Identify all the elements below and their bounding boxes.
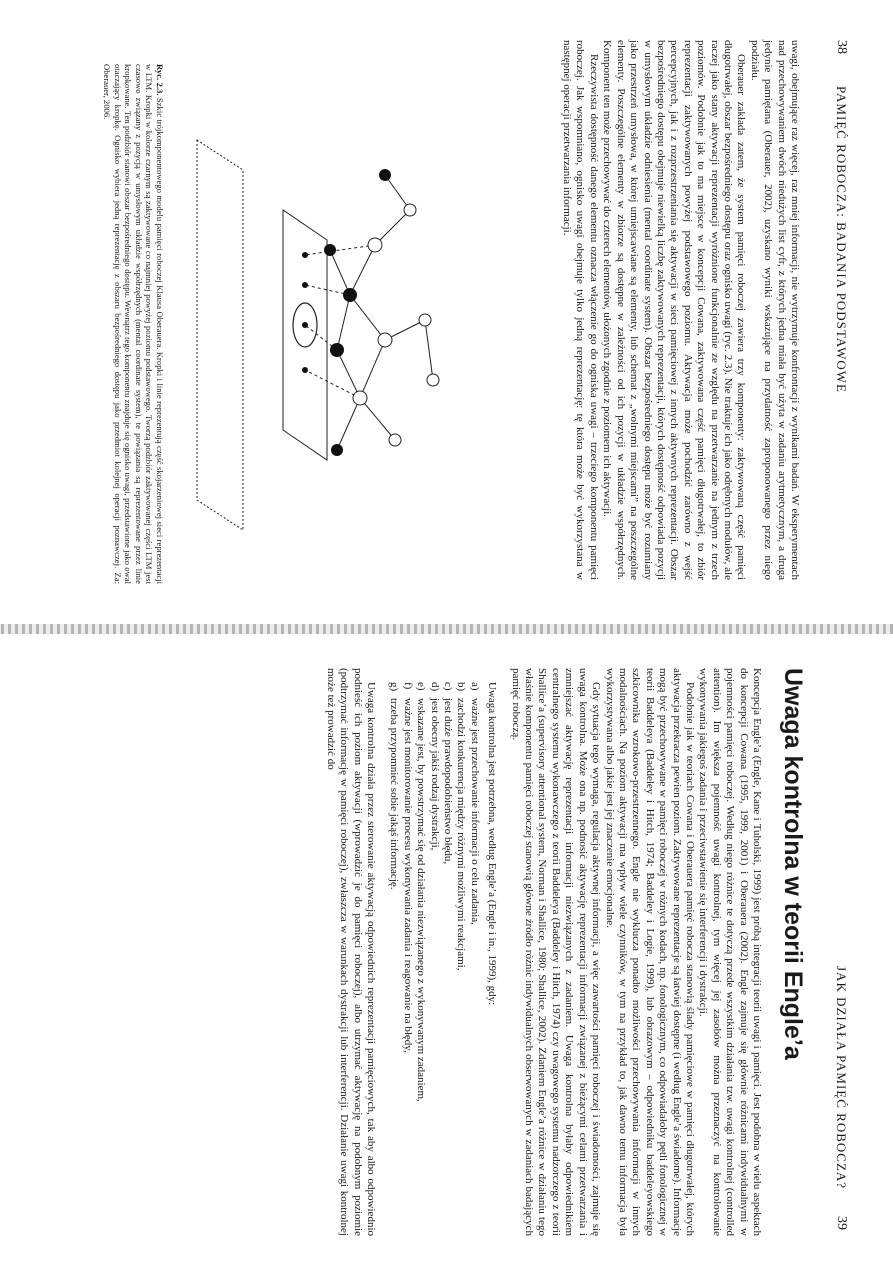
paragraph: Oberauer zakłada zatem, że system pamięci roboczej zawiera trzy komponenty: zaktywowaną część pamięci długotrwałej, obszar bezpośredniego dostępu oraz ognisko uwagi (ryc. 2.3). Nie traktuje ich jako odrębnych modułów, ale raczej jako stany aktywacji reprezentacji wyróżnione funkcjonalnie ze względu na przetwarzanie na jednym z trzech poziomów. Podobnie jak to ma miejsce w koncepcji Cowana, zaktywowana część pamięci długotrwałej, to zbiór reprezentacji zaktywowanych powyżej podstawowego poziomu. Aktywacja może pochodzić zarówno z wejść percepcyjnych, jak i z rozprzestrzeniania się aktywacji w sieci pamięciowej z innych aktywnych reprezentacji. Obszar bezpośredniego dostępu obejmuje niewielką liczbę zaktywowanych reprezentacji, których dostępność odpowiada pozycji w umysłowym układzie odniesienia (mental coordinate system). Obszar bezpośredniego dostępu może być rozumiany jako przestrzeń umysłowa, w której umiejscawiane są elementy, lub schemat z „wolnymi miejscami” na poszczególne elementy. Poszczególne elementy w zbiorze są dostępne w zależności od ich pozycji w układzie współrzędnych. Komponent ten może przechowywać do czterech elementów, ułożonych zgodnie z poziomem ich aktywacji.	[601, 40, 748, 580]
condition-list	[387, 682, 481, 1236]
list-text: jest duże prawdopodobieństwo błędu,	[442, 698, 455, 865]
page-number-right: 39	[834, 1216, 849, 1230]
list-item	[427, 682, 440, 1236]
list-item	[454, 682, 467, 1236]
network-node	[353, 391, 367, 405]
paragraph: Uwaga kontrolna jest potrzebna, według Engle’a (Engle i in., 1999), gdy:	[486, 682, 499, 1006]
network-node	[368, 238, 382, 252]
list-marker: c)	[442, 682, 455, 691]
caption-label: Ryc. 2.3.	[155, 64, 165, 96]
active-node	[343, 288, 357, 302]
list-text: jest obecny jakiś rodzaj dystrakcji,	[428, 698, 441, 851]
list-marker: g)	[388, 682, 401, 692]
list-text: trzeba przypomnieć sobie jakąś informację.	[388, 698, 401, 890]
active-node	[379, 169, 391, 181]
figure-caption	[101, 64, 165, 584]
paragraph: uwagi, obejmujące raz więcej, raz mniej informacji, nie wytrzymuje konfrontacji z wynikami badań. W eksperymentach nad przechowywaniem dwóch niedużych list cyfr, z których jedna miała być użyta w zadaniu arytmetycznym, a druga jedynie pamiętana (Oberauer, 2002), uzyskano wyniki wskazujące na przydatność zaproponowanego przez niego podziału.	[748, 40, 801, 580]
dotted-link	[305, 245, 375, 255]
list-item	[467, 682, 480, 1236]
list-text: ważne jest monitorowanie procesu wykonywania zadania i reagowanie na błędy,	[401, 698, 414, 1053]
page-gutter	[0, 624, 893, 634]
list-item	[441, 682, 454, 1236]
network-node	[389, 434, 401, 446]
paragraph: Rzeczywista dostępność danego elementu oznacza włączenie go do ogniska uwagi – trzeciego komponentu pamięci roboczej. Jak wspomniano, ognisko uwagi obejmuje tylko jedną reprezentację: tę która może być wykorzystana w następnej operacji przetwarzania informacji.	[561, 40, 600, 580]
active-node	[330, 343, 344, 357]
dotted-link	[305, 370, 360, 398]
list-text: ważne jest przechowanie informacji o celu zadania,	[468, 698, 481, 925]
list-marker: a)	[468, 682, 481, 691]
base-plane	[197, 140, 243, 530]
paragraph: Gdy sytuacja tego wymaga, regulacja aktywnej informacji, a więc zawartości pamięci roboczej i świadomości, zajmuje się uwaga kontrolna. Może ona np. podnosić aktywację reprezentacji informacji związanej z bieżącymi celami przetwarzania i zmniejszać aktywację reprezentacji informacji niezwiązanych z zadaniem. Uwaga kontrolna byłaby odpowiednikiem centralnego systemu wykonawczego z teorii Baddeleya (Baddeley i Hitch, 1974) czy uwagowego systemu nadzorczego z teorii Shallice’a (supervisory attentional system, Norman i Shallice, 1980; Shallice, 2002). Zdaniem Engle’a różnice w działaniu tego właśnie komponentu pamięci roboczej stanowią główne źródło różnic indywidualnych obserwowanych w zadaniach badających pamięć roboczą.	[509, 668, 603, 1236]
section-heading: Uwaga kontrolna w teorii Engle’a	[779, 668, 807, 1060]
left-body-text	[560, 40, 801, 580]
list-marker: f)	[401, 682, 414, 690]
list-item	[400, 682, 413, 1236]
right-body-text	[323, 668, 763, 1236]
network-node	[404, 204, 416, 216]
list-item	[387, 682, 400, 1236]
network-node	[378, 333, 392, 347]
slot-dot	[302, 252, 308, 258]
list-item	[414, 682, 427, 1236]
slot-dot	[302, 322, 308, 328]
right-page	[0, 636, 893, 1263]
running-header-left: PAMIĘĆ ROBOCZA: BADANIA PODSTAWOWE	[834, 86, 849, 393]
list-marker: d)	[428, 682, 441, 692]
list-marker: e)	[415, 682, 428, 691]
paragraph: Koncepcja Engle’a (Engle, Kane i Tuholski, 1999) jest próbą integracji teorii uwagi i pamięci. Jest podobna w wielu aspektach do koncepcji Cowana (1995, 1999, 2001) i Oberauera (2002). Engle zajmuje się głównie różnicami indywidualnymi w pojemności pamięci roboczej. Według niego różnice te dotyczą przede wszystkim działania tzw. uwagi kontrolnej (controlled attention). Im większa pojemność uwagi kontrolnej, tym więcej jej zasobów można przeznaczyć na kontrolowanie wykonywania jakiegoś zadania i przeciwstawienie się interferencji i dystrakcji.	[697, 668, 763, 1236]
list-text: zachodzi konkurencja między różnymi możliwymi reakcjami,	[455, 698, 468, 971]
network-node	[427, 374, 439, 386]
running-header-right: JAK DZIAŁA PAMIĘĆ ROBOCZA?	[834, 966, 849, 1190]
oberauer-model-diagram	[185, 80, 455, 550]
direct-access-plane	[283, 210, 327, 460]
page-number-left: 38	[834, 40, 849, 54]
paragraph: Uwaga kontrolna działa przez sterowanie aktywacją odpowiednich reprezentacji pamięciowych, tak aby albo odpowiednio podnieść ich poziom aktywacji (wprowadzić je do pamięci roboczej), albo utrzymać aktywację na podobnym poziomie (podtrzymać informację w pamięci roboczej), zwłaszcza w warunkach dystrakcji lub interferencji. Działanie uwagi kontrolnej może też prowadzić do	[324, 668, 378, 1236]
list-text: wskazane jest, by powstrzymać się od działania niezwiązanego z wykonywanym zadaniem,	[415, 698, 428, 1102]
active-node	[324, 244, 336, 256]
active-node	[331, 444, 343, 456]
slot-dot	[302, 367, 308, 373]
caption-text: Szkic trójkomponentowego modelu pamięci roboczej Klausa Oberauera. Kropki i linie reprezentują część skojarzeniowej sieci reprezentacji w LTM. Kropki w kolorze czarnym są zaktywowane co najmniej powyżej poziomu podstawowego. Tworzą podzbiór zaktywowanej części LTM jest czasowo związany z pozycją w umysłowym układzie współrzędnych (mental coordinate system), te powiązania są reprezentowane przez linie kropkowane. Ten podzbiór stanowi obszar bezpośredniego dostępu. Wewnątrz tego komponentu znajduje się ognisko uwagi, przedstawione jako owal otaczający kropkę. Ognisko wybiera jedną reprezentację z obszaru bezpośredniego dostępu jako przedmiot kolejnej operacji poznawczej. Za: Oberauer, 2006.	[102, 64, 165, 585]
paragraph: Podobnie jak w teoriach Cowana i Oberauera pamięć robocza stanowią ślady pamięciowe w pamięci długotrwałej, których aktywacja przekracza pewien poziom. Zaktywowane reprezentacje są łatwiej dostępne (i według Engle’a świadome). Informacje mogą być przechowywane w pamięci roboczej w różnych kodach, np. fonologicznym, co odpowiadałoby pętli fonologicznej w teorii Baddeleya (Baddeley i Hitch, 1974; Baddeley i Logie, 1999), lub obrazowym – odpowiedniku baddeleyowskiego szkicownika wzrokowo-przestrzennego. Engle nie wyklucza ponadto możliwości przechowywania informacji w innych modalnościach. Na poziom aktywacji ma wpływ wiele czynników, w tym na przykład to, jak dawno temu informacja była wykorzystywana albo jakie jest jej znaczenie emocjonalne.	[603, 668, 696, 1236]
slot-dot	[302, 282, 308, 288]
list-marker: b)	[455, 682, 468, 692]
left-page	[0, 0, 893, 624]
network-node	[419, 314, 431, 326]
